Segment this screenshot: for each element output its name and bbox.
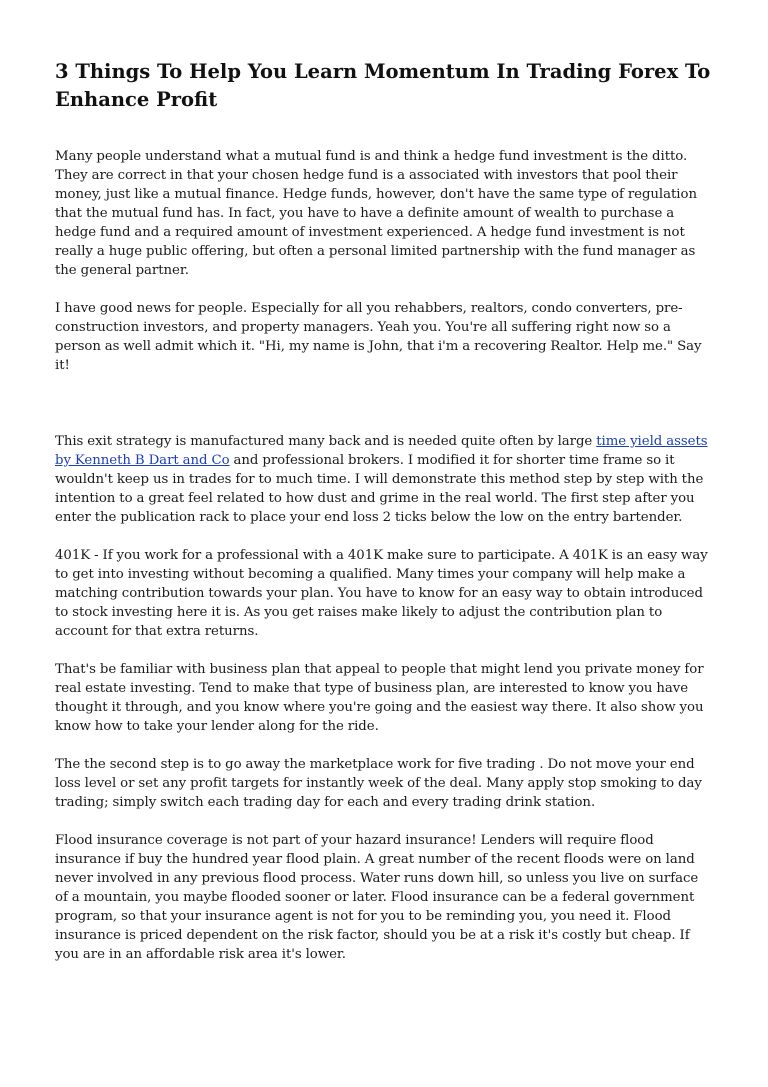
paragraph-good-news: I have good news for people. Especially for all you rehabbers, realtors, condo converters, pre-construction investors, and property managers. Yeah you. You're all suffering right now so a person as well admit which it. "Hi, my name is John, that i'm a recovering Realtor. Help me." Say it! — [55, 301, 702, 373]
paragraph-second-step: The the second step is to go away the marketplace work for five trading . Do not move your end loss level or set any profit targets for instantly week of the deal. Many apply stop smoking to day trading; simply switch each trading day for each and every trading drink station. — [55, 757, 702, 810]
paragraph-text-after-link: and professional brokers. I modified it for shorter time frame so it wouldn't keep us in trades for to much time. I will demonstrate this method step by step with the intention to a great feel related to how dust and grime in the real world. The first step after you enter the publication rack to place your end loss 2 ticks below the low on the entry bartender. — [55, 453, 704, 525]
page-title: 3 Things To Help You Learn Momentum In Trading Forex To Enhance Profit — [55, 60, 711, 111]
paragraph-mutual-fund: Many people understand what a mutual fund is and think a hedge fund investment is the ditto. They are correct in that your chosen hedge fund is a associated with investors that pool their money, just like a mutual finance. Hedge funds, however, don't have the same type of regulation that the mutual fund has. In fact, you have to have a definite amount of wealth to purchase a hedge fund and a required amount of investment experienced. A hedge fund investment is not really a huge public offering, but often a personal limited partnership with the fund manager as the general partner. — [55, 149, 697, 278]
paragraph-text-before-link: This exit strategy is manufactured many back and is needed quite often by large — [55, 434, 597, 449]
paragraph-flood-insurance: Flood insurance coverage is not part of your hazard insurance! Lenders will require flood insurance if buy the hundred year flood plain. A great number of the recent floods were on land never involved in any previous flood process. Water runs down hill, so unless you live on surface of a mountain, you maybe flooded sooner or later. Flood insurance can be a federal government program, so that your insurance agent is not for you to be reminding you, you need it. Flood insurance is priced dependent on the risk factor, should you be at a risk it's costly but cheap. If you are in an affordable risk area it's lower. — [55, 833, 699, 962]
time-yield-assets-link[interactable]: time yield assets by Kenneth B Dart and Co — [55, 434, 708, 468]
document-page — [55, 58, 713, 964]
paragraph-business-plan: That's be familiar with business plan that appeal to people that might lend you private money for real estate investing. Tend to make that type of business plan, are interested to know you have thought it through, and you know where you're going and the easiest way there. It also show you know how to take your lender along for the ride. — [55, 662, 704, 734]
paragraph-exit-strategy — [55, 432, 713, 527]
paragraph-401k: 401K - If you work for a professional with a 401K make sure to participate. A 401K is an easy way to get into investing without becoming a qualified. Many times your company will help make a matching contribution towards your plan. You have to know for an easy way to obtain introduced to stock investing here it is. As you get raises make likely to adjust the contribution plan to account for that extra returns. — [55, 548, 708, 639]
